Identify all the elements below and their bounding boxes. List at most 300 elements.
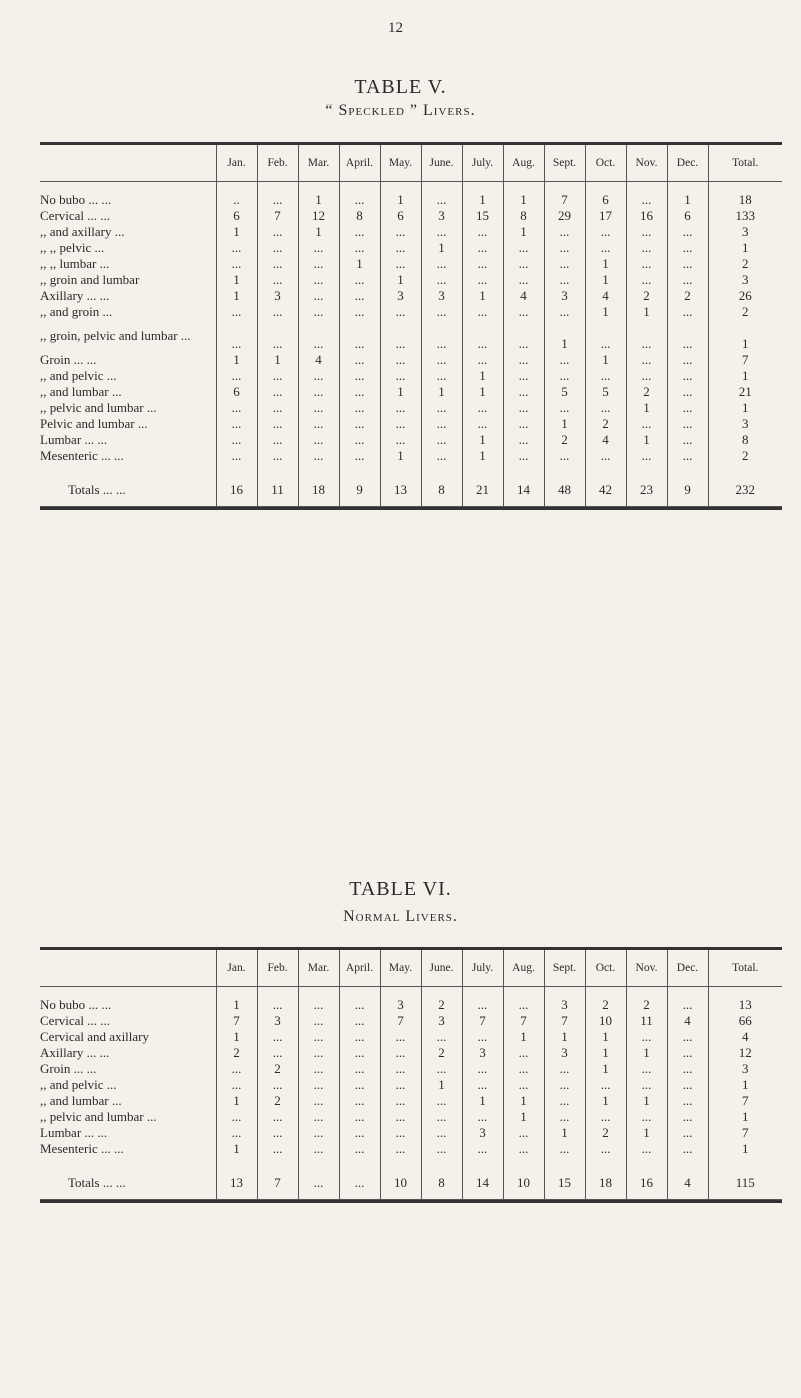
table-cell: ... [339,1125,380,1141]
table-cell: 1 [503,1109,544,1125]
table-cell: ... [380,352,421,368]
table-cell: ... [216,1125,257,1141]
table-cell: 8 [708,432,782,448]
table-cell: ... [421,448,462,464]
table-cell: 1 [708,1077,782,1093]
table-cell: 21 [708,384,782,400]
table-cell: ... [544,1109,585,1125]
table-cell: ... [298,1125,339,1141]
header-label-cell [40,145,216,182]
table-cell: ... [380,1061,421,1077]
table-cell: 4 [298,352,339,368]
table-cell: ... [544,272,585,288]
table-cell: ... [216,400,257,416]
table-cell: ... [462,1109,503,1125]
spacer-row [40,464,782,474]
totals-cell: 15 [544,1167,585,1200]
table-cell: ... [421,192,462,208]
table-cell: 3 [708,272,782,288]
column-header: April. [339,145,380,182]
table-cell: ... [421,1093,462,1109]
table-cell: ... [667,1061,708,1077]
table-cell: ... [339,320,380,352]
table-cell: 1 [298,224,339,240]
table-cell: ... [544,400,585,416]
column-header: Nov. [626,950,667,987]
table-cell: ... [257,368,298,384]
table-cell: 10 [585,1013,626,1029]
table-cell: 1 [585,1093,626,1109]
table-cell: ... [298,1061,339,1077]
table-cell: 1 [257,352,298,368]
table-cell: ... [380,1045,421,1061]
table-cell: ... [462,240,503,256]
totals-cell: 7 [257,1167,298,1200]
table-cell: ... [544,1061,585,1077]
table-cell: ... [421,432,462,448]
table-cell: 2 [257,1061,298,1077]
table-cell: ... [503,368,544,384]
table-cell: ... [626,224,667,240]
table-row [40,1029,782,1045]
table-cell: ... [667,997,708,1013]
table-cell: 1 [585,272,626,288]
table-cell: ... [626,320,667,352]
table-cell: 7 [380,1013,421,1029]
table-row [40,448,782,464]
table-cell: ... [339,432,380,448]
table-cell: ... [339,384,380,400]
column-header: Dec. [667,145,708,182]
table-6 [40,950,782,1200]
table-cell: ... [257,1029,298,1045]
table-cell: ... [380,1029,421,1045]
table-cell: 4 [585,432,626,448]
table-cell: 2 [585,416,626,432]
totals-cell: 48 [544,474,585,507]
table-cell: ... [503,432,544,448]
table-cell: 1 [544,320,585,352]
column-header: July. [462,950,503,987]
table-cell: ... [667,400,708,416]
table-cell: 2 [708,256,782,272]
totals-cell: 10 [503,1167,544,1200]
table-6-bottom-rule [40,1200,782,1203]
table-row [40,192,782,208]
table-row [40,1013,782,1029]
table-cell: ... [380,416,421,432]
table-cell: ... [421,320,462,352]
table-cell: ... [339,416,380,432]
table-cell: 3 [421,288,462,304]
table-cell: ... [544,1077,585,1093]
table-cell: ... [462,1029,503,1045]
table-cell: ... [503,304,544,320]
table-cell: ... [626,448,667,464]
table-cell: ... [380,240,421,256]
table-cell: ... [216,320,257,352]
column-header: Feb. [257,950,298,987]
table-cell: .. [216,192,257,208]
table-cell: 1 [462,288,503,304]
row-label: No bubo ... ... [40,192,112,207]
table-cell: ... [667,416,708,432]
table-cell: ... [216,256,257,272]
table-cell: ... [585,368,626,384]
table-cell: ... [421,256,462,272]
row-label: Lumbar ... ... [40,432,108,447]
table-row [40,1125,782,1141]
table-cell: ... [339,1045,380,1061]
table-cell: ... [421,272,462,288]
row-label: Cervical ... ... [40,1013,111,1028]
table-cell: ... [298,240,339,256]
totals-cell: 14 [503,474,544,507]
row-label: Groin ... ... [40,1061,97,1076]
table-row [40,352,782,368]
table-cell: 1 [585,352,626,368]
table-cell: ... [298,1109,339,1125]
table-cell: ... [667,304,708,320]
table-cell: ... [257,1109,298,1125]
table-cell: ... [298,1045,339,1061]
table-cell: ... [339,1061,380,1077]
table-cell: ... [667,272,708,288]
table-cell: 2 [585,997,626,1013]
table-cell: 5 [585,384,626,400]
table-cell: ... [216,1109,257,1125]
table-cell: 2 [626,997,667,1013]
totals-cell: 14 [462,1167,503,1200]
table-cell: 3 [708,1061,782,1077]
column-header: Aug. [503,145,544,182]
row-label: Pelvic and lumbar ... [40,416,148,431]
table-cell: ... [544,352,585,368]
table-cell: ... [544,240,585,256]
table-cell: 1 [216,1141,257,1157]
table-cell: 2 [585,1125,626,1141]
table-cell: 1 [708,368,782,384]
table-cell: 1 [503,192,544,208]
table-cell: ... [421,1029,462,1045]
table-cell: 29 [544,208,585,224]
table-cell: 4 [708,1029,782,1045]
table-cell: ... [298,304,339,320]
table-row [40,224,782,240]
table-cell: 12 [708,1045,782,1061]
table-cell: 1 [585,256,626,272]
table-cell: ... [626,256,667,272]
table-cell: 1 [380,272,421,288]
table-cell: ... [667,224,708,240]
table-cell: ... [421,224,462,240]
table-cell: 16 [626,208,667,224]
totals-cell: 16 [216,474,257,507]
table-cell: 7 [503,1013,544,1029]
table-cell: ... [667,1029,708,1045]
table-cell: 1 [708,320,782,352]
table-cell: ... [257,192,298,208]
table-cell: ... [380,1093,421,1109]
table-cell: 3 [544,288,585,304]
table-row [40,368,782,384]
spacer-row [40,1157,782,1167]
totals-cell: 9 [339,474,380,507]
table-cell: 4 [667,1013,708,1029]
table-cell: ... [667,1109,708,1125]
table-row [40,288,782,304]
column-header: Jan. [216,950,257,987]
table-cell: ... [667,432,708,448]
table-cell: ... [257,272,298,288]
table-cell: 2 [421,1045,462,1061]
table-cell: ... [585,1141,626,1157]
table-cell: ... [544,304,585,320]
table-cell: ... [257,432,298,448]
table-cell: 12 [298,208,339,224]
table-cell: ... [667,1141,708,1157]
table-row [40,400,782,416]
table-cell: 2 [626,384,667,400]
table-cell: 1 [462,384,503,400]
table-cell: ... [626,1109,667,1125]
table-cell: 1 [708,1141,782,1157]
table-cell: 3 [462,1045,503,1061]
table-cell: 13 [708,997,782,1013]
table-cell: 1 [216,997,257,1013]
table-cell: ... [462,1077,503,1093]
table-6-subtitle: Normal Livers. [343,908,458,925]
totals-cell: 4 [667,1167,708,1200]
column-header: May. [380,145,421,182]
table-cell: 7 [216,1013,257,1029]
table-cell: ... [298,997,339,1013]
table-cell: ... [585,400,626,416]
totals-cell: 21 [462,474,503,507]
totals-cell: ... [339,1167,380,1200]
totals-cell: 8 [421,1167,462,1200]
table-cell: ... [421,400,462,416]
table-cell: 3 [421,208,462,224]
row-label: ,, and lumbar ... [40,384,122,399]
table-cell: 1 [626,1093,667,1109]
row-label: ,, and groin ... [40,304,113,319]
row-label: Lumbar ... ... [40,1125,108,1140]
table-cell: ... [503,1061,544,1077]
totals-label: Totals ... ... [40,1167,216,1200]
column-header: Aug. [503,950,544,987]
table-cell: ... [667,1093,708,1109]
table-cell: ... [626,1029,667,1045]
table-cell: ... [421,304,462,320]
table-cell: ... [339,352,380,368]
totals-cell: 8 [421,474,462,507]
table-cell: 1 [544,1125,585,1141]
totals-cell: 9 [667,474,708,507]
table-cell: ... [421,416,462,432]
table-cell: 2 [708,304,782,320]
column-header: Feb. [257,145,298,182]
table-cell: 3 [462,1125,503,1141]
table-cell: ... [339,240,380,256]
table-cell: ... [216,1077,257,1093]
table-cell: ... [626,272,667,288]
table-cell: ... [462,256,503,272]
table-cell: 1 [421,240,462,256]
table-cell: ... [667,320,708,352]
table-cell: 7 [257,208,298,224]
table-cell: 1 [585,1045,626,1061]
row-label: Mesenteric ... ... [40,1141,124,1156]
table-cell: 1 [380,384,421,400]
table-cell: ... [339,1029,380,1045]
totals-cell: 115 [708,1167,782,1200]
table-cell: 3 [708,416,782,432]
table-cell: ... [257,1077,298,1093]
table-row [40,272,782,288]
row-label: ,, ,, lumbar ... [40,256,110,271]
table-cell: ... [257,384,298,400]
table-cell: 1 [503,1029,544,1045]
table-cell: ... [667,352,708,368]
table-cell: ... [626,240,667,256]
table-cell: 1 [339,256,380,272]
table-cell: 1 [544,416,585,432]
table-cell: ... [298,416,339,432]
table-cell: 7 [544,1013,585,1029]
column-header: Oct. [585,145,626,182]
table-cell: 1 [421,384,462,400]
table-cell: ... [503,400,544,416]
table-cell: ... [257,224,298,240]
table-cell: ... [339,997,380,1013]
table-cell: ... [380,1141,421,1157]
table-row [40,1093,782,1109]
table-cell: ... [380,320,421,352]
table-cell: ... [298,400,339,416]
row-label: Axillary ... ... [40,1045,110,1060]
column-header: June. [421,950,462,987]
totals-cell: 16 [626,1167,667,1200]
table-cell: ... [339,192,380,208]
table-row [40,1077,782,1093]
table-cell: ... [462,224,503,240]
table-row [40,1141,782,1157]
table-cell: ... [257,1141,298,1157]
row-label: ,, groin and lumbar [40,272,140,287]
table-cell: ... [544,1141,585,1157]
totals-row [40,1167,782,1200]
table-cell: 1 [462,1093,503,1109]
table-cell: ... [667,368,708,384]
table-cell: ... [585,1109,626,1125]
table-cell: ... [462,400,503,416]
table-cell: ... [339,1109,380,1125]
header-row [40,950,782,987]
table-cell: ... [585,240,626,256]
row-label: Cervical and axillary [40,1029,150,1044]
table-cell: ... [216,1061,257,1077]
table-cell: ... [216,416,257,432]
table-cell: ... [298,384,339,400]
table-cell: 1 [380,448,421,464]
table-cell: ... [339,288,380,304]
table-cell: ... [462,997,503,1013]
row-label: Mesenteric ... ... [40,448,124,463]
table-cell: ... [462,272,503,288]
table-cell: 5 [544,384,585,400]
table-row [40,208,782,224]
table-cell: 1 [708,1109,782,1125]
table-cell: ... [626,192,667,208]
table-cell: ... [544,448,585,464]
table-cell: 15 [462,208,503,224]
table-cell: ... [626,1141,667,1157]
table-cell: ... [421,1061,462,1077]
table-cell: ... [626,368,667,384]
table-cell: ... [503,1045,544,1061]
table-cell: 1 [708,240,782,256]
table-cell: ... [380,368,421,384]
table-cell: ... [216,368,257,384]
table-row [40,320,782,352]
table-cell: ... [667,1045,708,1061]
table-cell: 2 [708,448,782,464]
table-cell: 1 [216,224,257,240]
table-cell: 1 [626,1125,667,1141]
table-cell: ... [339,1013,380,1029]
table-cell: ... [257,320,298,352]
table-cell: ... [667,256,708,272]
totals-cell: ... [298,1167,339,1200]
table-cell: ... [503,416,544,432]
table-cell: ... [298,288,339,304]
table-cell: ... [503,1141,544,1157]
table-cell: 8 [339,208,380,224]
table-cell: 3 [380,288,421,304]
row-label: ,, ,, pelvic ... [40,240,105,255]
table-cell: ... [339,1077,380,1093]
table-cell: ... [626,1077,667,1093]
table-cell: 4 [585,288,626,304]
table-cell: ... [298,1077,339,1093]
table-cell: 7 [708,352,782,368]
table-cell: 18 [708,192,782,208]
table-row [40,1061,782,1077]
table-cell: ... [380,256,421,272]
table-cell: ... [462,1061,503,1077]
header-row [40,145,782,182]
totals-label: Totals ... ... [40,474,216,507]
column-header: Mar. [298,145,339,182]
totals-cell: 23 [626,474,667,507]
table-cell: 2 [216,1045,257,1061]
table-cell: 1 [585,1029,626,1045]
totals-cell: 11 [257,474,298,507]
table-cell: ... [380,1077,421,1093]
header-label-cell [40,950,216,987]
totals-cell: 42 [585,474,626,507]
table-cell: ... [298,1029,339,1045]
column-header: Jan. [216,145,257,182]
table-cell: ... [667,384,708,400]
table-cell: ... [503,352,544,368]
table-cell: 2 [257,1093,298,1109]
table-cell: 6 [216,208,257,224]
row-label: No bubo ... ... [40,997,112,1012]
table-cell: 1 [626,304,667,320]
table-cell: ... [503,272,544,288]
